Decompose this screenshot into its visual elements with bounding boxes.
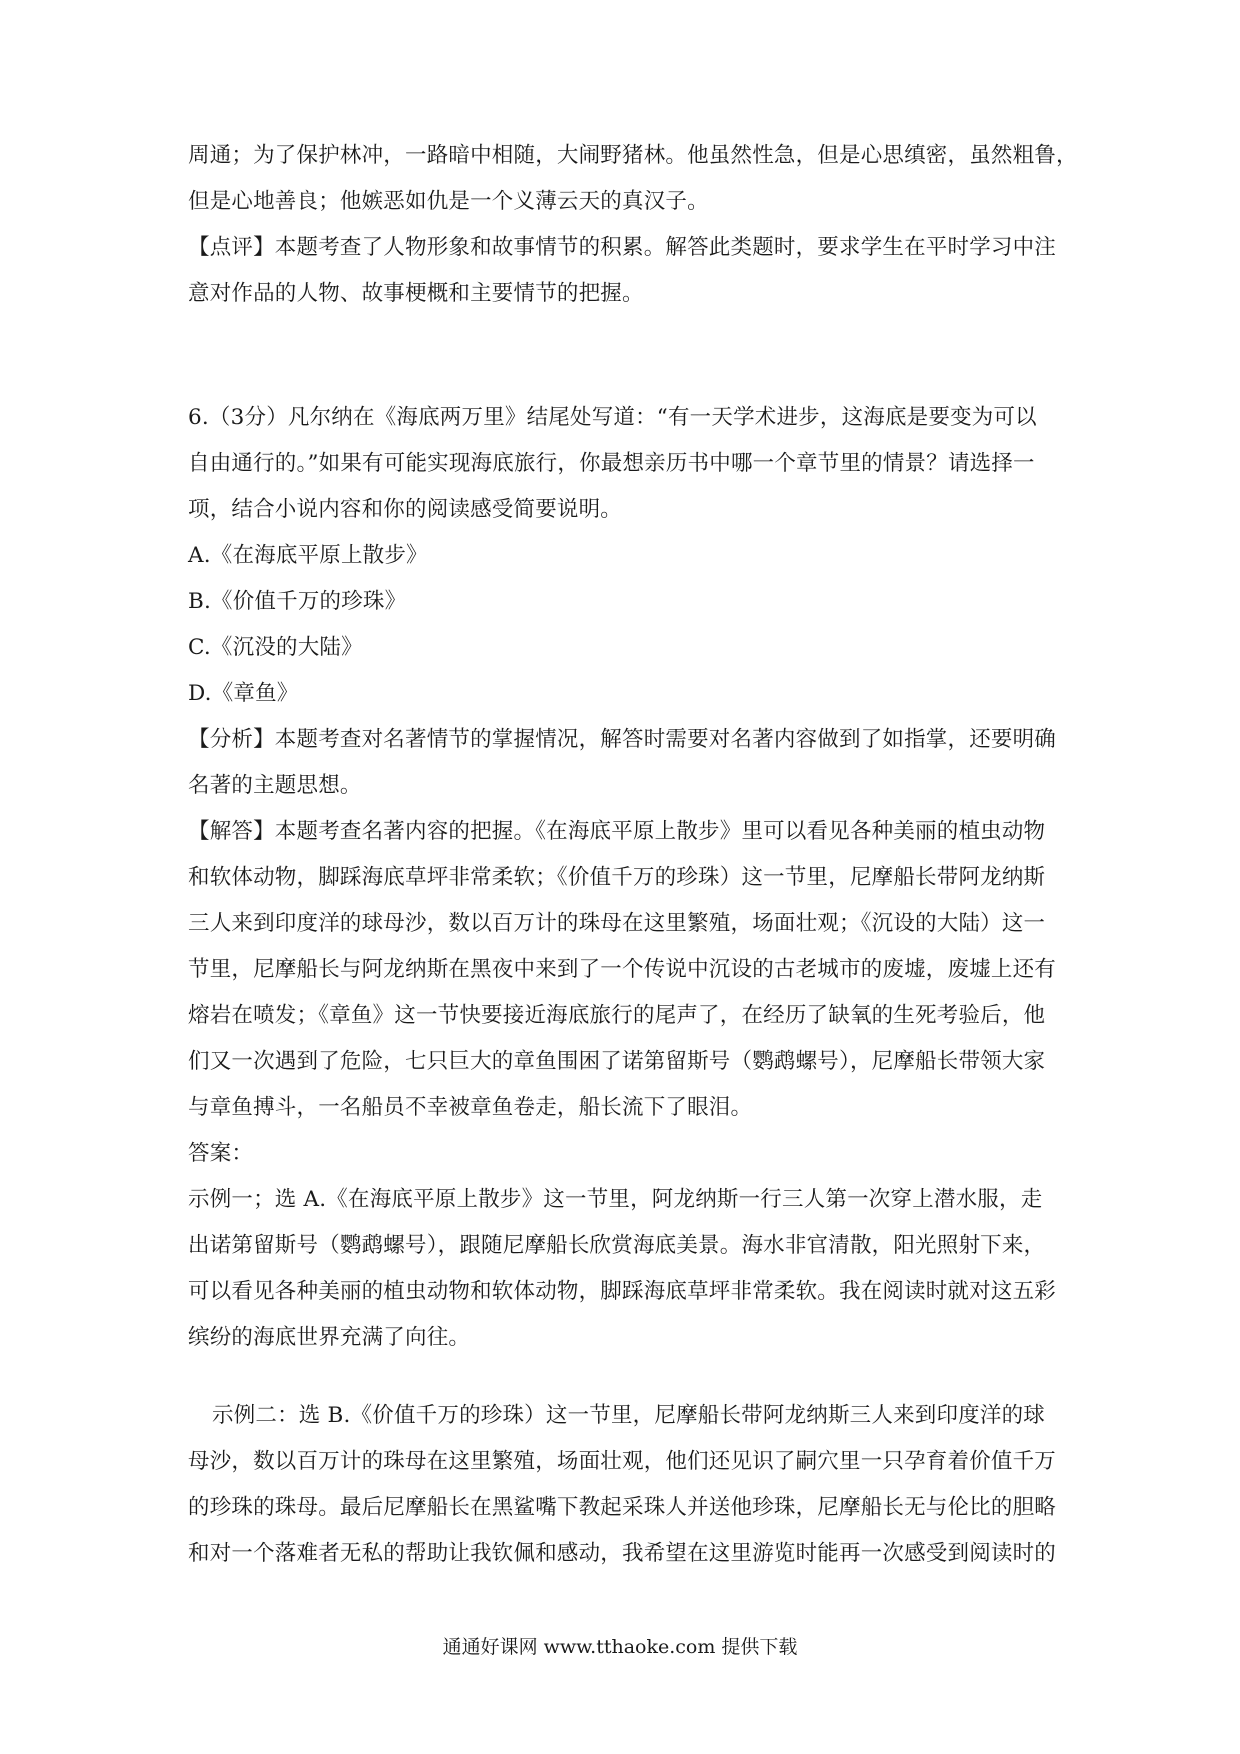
- analysis-line-1: 【分析】本题考查对名著情节的掌握情况，解答时需要对名著内容做到了如指掌，还要明确: [188, 727, 1057, 752]
- example-1-line-2: 出诺第留斯号（鹦鹉螺号），跟随尼摩船长欣赏海底美景。海水非官清散，阳光照射下来，: [188, 1233, 1046, 1258]
- example-1-line-1: 示例一；选 A.《在海底平原上散步》这一节里，阿龙纳斯一行三人第一次穿上潜水服，走: [188, 1187, 1043, 1212]
- solution-line-3: 三人来到印度洋的球母沙，数以百万计的珠母在这里繁殖，场面壮观；《沉设的大陆）这一: [188, 911, 1046, 936]
- solution-line-6: 们又一次遇到了危险，七只巨大的章鱼围困了诺第留斯号（鹦鹉螺号），尼摩船长带领大家: [188, 1049, 1046, 1074]
- option-a: A.《在海底平原上散步》: [188, 543, 428, 568]
- option-c: C.《沉没的大陆》: [188, 635, 363, 660]
- solution-line-1: 【解答】本题考查名著内容的把握。《在海底平原上散步》里可以看见各种美丽的植虫动物: [188, 819, 1046, 844]
- solution-line-2: 和软体动物，脚踩海底草坪非常柔软；《价值千万的珍珠）这一节里，尼摩船长带阿龙纳斯: [188, 865, 1046, 890]
- question-6-line-3: 项，结合小说内容和你的阅读感受简要说明。: [188, 497, 623, 522]
- example-2-line-3: 的珍珠的珠母。最后尼摩船长在黑鲨嘴下教起采珠人并送他珍珠，尼摩船长无与伦比的胆略: [188, 1495, 1057, 1520]
- answer-label: 答案：: [188, 1141, 254, 1166]
- question-6-line-2: 自由通行的。”如果有可能实现海底旅行，你最想亲历书中哪一个章节里的情景？请选择一: [188, 451, 1035, 476]
- comment-line-2: 意对作品的人物、故事梗概和主要情节的把握。: [188, 281, 644, 306]
- question-6-line-1: 6.（3分）凡尔纳在《海底两万里》结尾处写道：“有一天学术进步，这海底是要变为可以: [188, 405, 1037, 430]
- example-1-line-4: 缤纷的海底世界充满了向往。: [188, 1325, 471, 1350]
- solution-line-4: 节里，尼摩船长与阿龙纳斯在黑夜中来到了一个传说中沉设的古老城市的废墟，废墟上还有: [188, 957, 1057, 982]
- example-2-line-4: 和对一个落难者无私的帮助让我钦佩和感动，我希望在这里游览时能再一次感受到阅读时的: [188, 1541, 1057, 1566]
- option-b: B.《价值千万的珍珠》: [188, 589, 407, 614]
- solution-line-5: 熔岩在喷发；《章鱼》这一节快要接近海底旅行的尾声了，在经历了缺氧的生死考验后，他: [188, 1003, 1046, 1028]
- example-2-line-2: 母沙，数以百万计的珠母在这里繁殖，场面壮观，他们还见识了嗣穴里一只孕育着价值千万: [188, 1449, 1057, 1474]
- page-footer: 通通好课网 www.tthaoke.com 提供下载: [442, 1636, 798, 1658]
- analysis-line-2: 名著的主题思想。: [188, 773, 362, 798]
- solution-line-7: 与章鱼搏斗，一名船员不幸被章鱼卷走，船长流下了眼泪。: [188, 1095, 753, 1120]
- prev-answer-line-1: 周通；为了保护林冲，一路暗中相随，大闹野猪林。他虽然性急，但是心思缜密，虽然粗鲁，: [188, 143, 1078, 168]
- prev-answer-line-2: 但是心地善良；他嫉恶如仇是一个义薄云天的真汉子。: [188, 189, 709, 214]
- comment-line-1: 【点评】本题考查了人物形象和故事情节的积累。解答此类题时，要求学生在平时学习中注: [188, 235, 1057, 260]
- example-1-line-3: 可以看见各种美丽的植虫动物和软体动物，脚踩海底草坪非常柔软。我在阅读时就对这五彩: [188, 1279, 1057, 1304]
- option-d: D.《章鱼》: [188, 681, 299, 706]
- example-2-line-1: 示例二：选 B.《价值千万的珍珠）这一节里，尼摩船长带阿龙纳斯三人来到印度洋的球: [212, 1403, 1045, 1428]
